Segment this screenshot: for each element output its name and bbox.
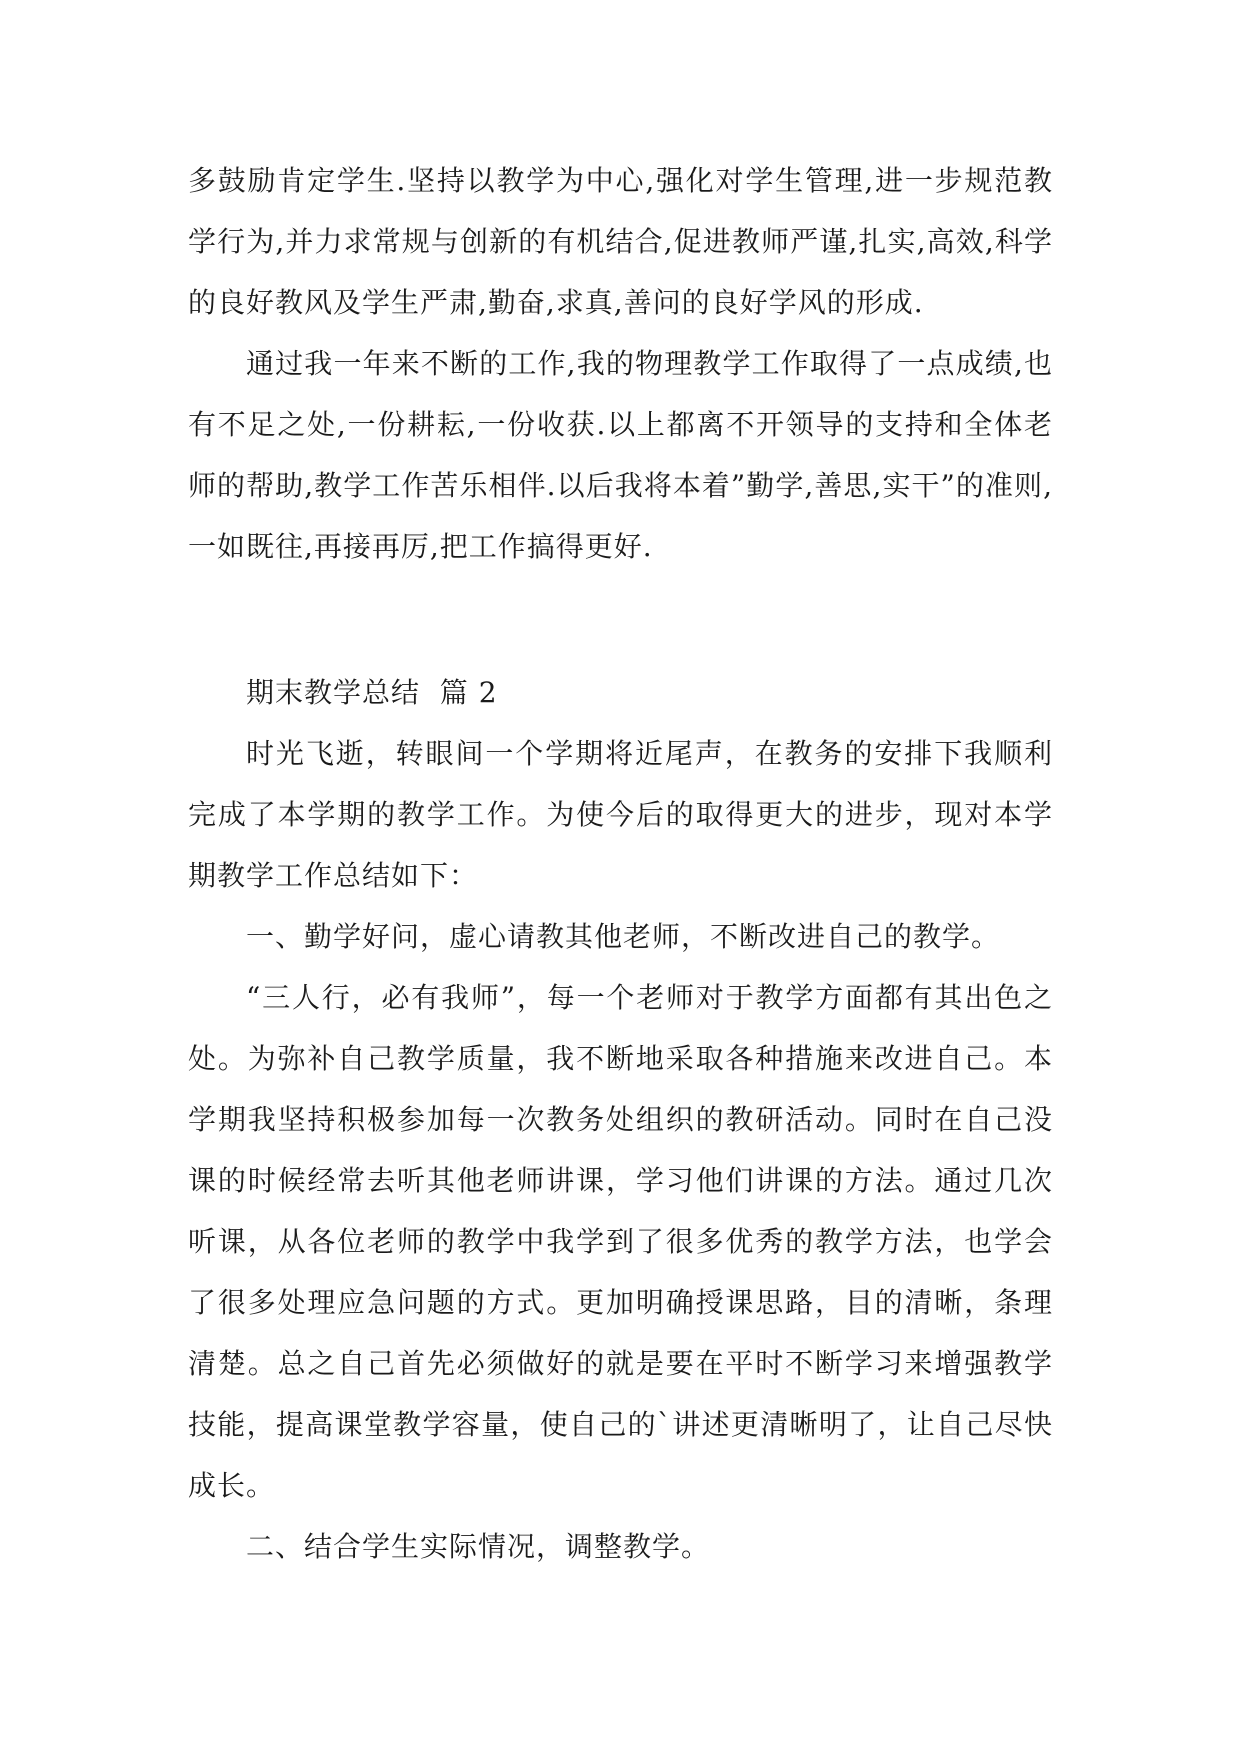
heading-point-two: 二、结合学生实际情况，调整教学。	[246, 1530, 711, 1563]
heading-point-one: 一、勤学好问，虚心请教其他老师，不断改进自己的教学。	[246, 920, 1001, 953]
paragraph-continued: 多鼓励肯定学生.坚持以教学为中心,强化对学生管理,进一步规范教学行为,并力求常规与创新的有机结合,促进教师严谨,扎实,高效,科学的良好教风及学生严肃,勤奋,求真,善问的良好学风的形成.	[188, 164, 1053, 319]
paragraph-intro: 时光飞逝，转眼间一个学期将近尾声，在教务的安排下我顺利完成了本学期的教学工作。为使今后的取得更大的进步，现对本学期教学工作总结如下：	[188, 737, 1053, 892]
paragraph-conclusion: 通过我一年来不断的工作,我的物理教学工作取得了一点成绩,也有不足之处,一份耕耘,一份收获.以上都离不开领导的支持和全体老师的帮助,教学工作苦乐相伴.以后我将本着”勤学,善思,实干”的准则,一如既往,再接再厉,把工作搞得更好.	[188, 347, 1053, 563]
section-title: 期末教学总结 篇 2	[246, 676, 498, 709]
paragraph-point-one-detail: “三人行，必有我师”，每一个老师对于教学方面都有其出色之处。为弥补自己教学质量，我不断地采取各种措施来改进自己。本学期我坚持积极参加每一次教务处组织的教研活动。同时在自己没课的时候经常去听其他老师讲课，学习他们讲课的方法。通过几次听课，从各位老师的教学中我学到了很多优秀的教学方法，也学会了很多处理应急问题的方式。更加明确授课思路，目的清晰，条理清楚。总之自己首先必须做好的就是要在平时不断学习来增强教学技能，提高课堂教学容量，使自己的`讲述更清晰明了，让自己尽快成长。	[188, 981, 1053, 1502]
document-body	[188, 150, 1053, 1577]
